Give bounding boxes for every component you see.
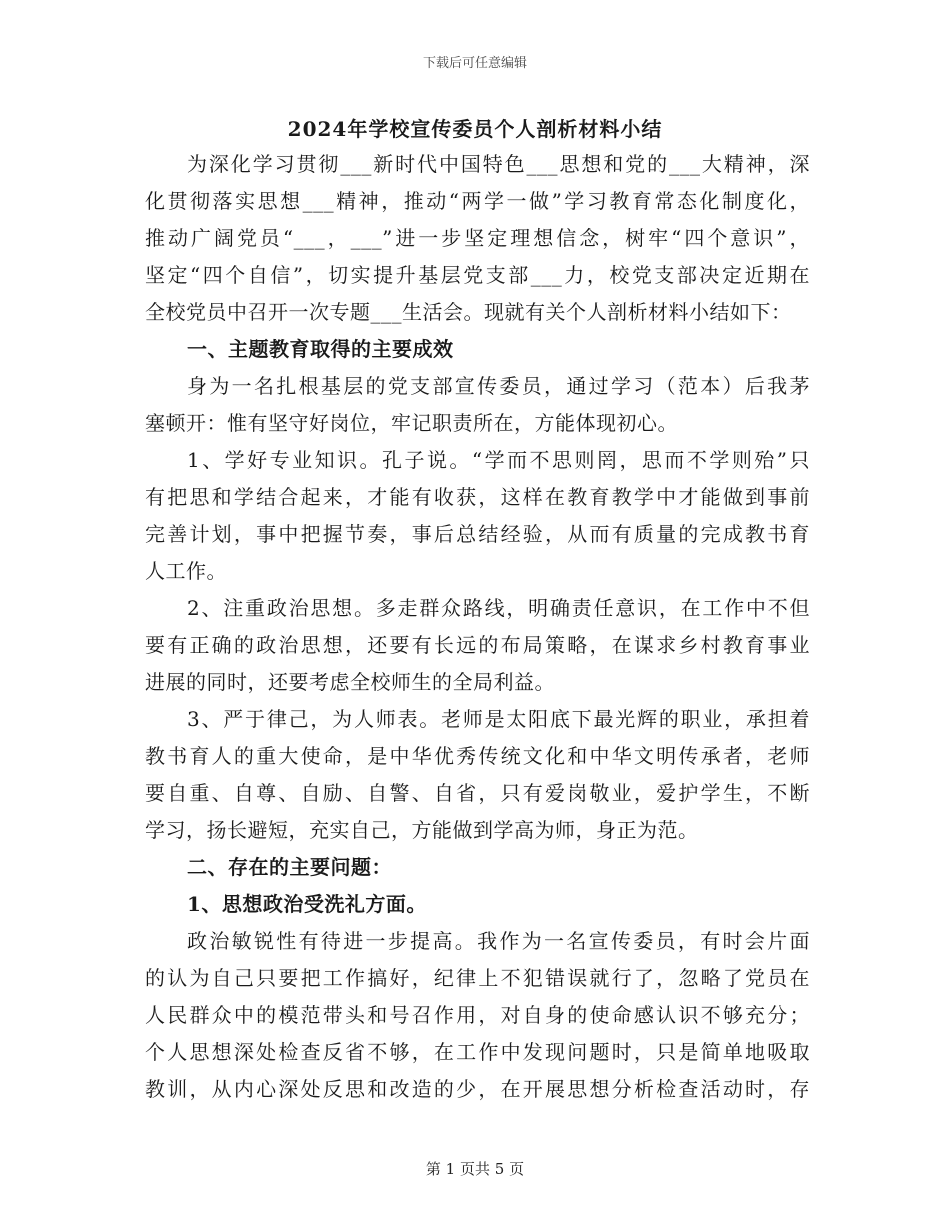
section-heading: 二、存在的主要问题： — [187, 855, 392, 879]
text-line: 身为一名扎根基层的党支部宣传委员，通过学习（范本）后我茅 — [187, 374, 810, 398]
text-line: 推动广阔党员“___，___”进一步坚定理想信念，树牢“四个意识”， — [145, 226, 810, 250]
text-line: 教书育人的重大使命，是中华优秀传统文化和中华文明传承者，老师 — [145, 744, 810, 768]
text-line: 个人思想深处检查反省不够，在工作中发现问题时，只是简单地吸取 — [145, 1040, 810, 1064]
text-line: 1、学好专业知识。孔子说。“学而不思则罔，思而不学则殆”只 — [187, 448, 810, 472]
text-line: 塞顿开：惟有坚守好岗位，牢记职责所在，方能体现初心。 — [145, 411, 678, 435]
text-line: 教训，从内心深处反思和改造的少，在开展思想分析检查活动时，存 — [145, 1077, 810, 1101]
text-line: 3、严于律己，为人师表。老师是太阳底下最光辉的职业，承担着 — [187, 707, 810, 731]
text-line: 坚定“四个自信”，切实提升基层党支部___力，校党支部决定近期在 — [145, 263, 810, 287]
header-note: 下载后可任意编辑 — [422, 56, 527, 71]
text-line: 2、注重政治思想。多走群众路线，明确责任意识，在工作中不但 — [187, 596, 810, 620]
text-line: 全校党员中召开一次专题___生活会。现就有关个人剖析材料小结如下： — [145, 300, 792, 324]
section-heading: 一、主题教育取得的主要成效 — [187, 337, 454, 361]
document-body — [145, 146, 810, 1108]
text-line: 学习，扬长避短，充实自己，方能做到学高为师，身正为范。 — [145, 818, 699, 842]
document-title: 2024年学校宣传委员个人剖析材料小结 — [287, 117, 663, 141]
text-line: 要自重、自尊、自励、自警、自省，只有爱岗敬业，爱护学生，不断 — [145, 781, 810, 805]
text-line: 要有正确的政治思想，还要有长远的布局策略，在谋求乡村教育事业 — [145, 633, 810, 657]
section-heading: 1、思想政治受洗礼方面。 — [187, 892, 427, 916]
text-line: 的认为自己只要把工作搞好，纪律上不犯错误就行了，忽略了党员在 — [145, 966, 810, 990]
text-line: 人民群众中的模范带头和号召作用，对自身的使命感认识不够充分； — [145, 1003, 810, 1027]
text-line: 完善计划，事中把握节奏，事后总结经验，从而有质量的完成教书育 — [145, 522, 810, 546]
text-line: 有把思和学结合起来，才能有收获，这样在教育教学中才能做到事前 — [145, 485, 810, 509]
text-line: 进展的同时，还要考虑全校师生的全局利益。 — [145, 670, 555, 694]
text-line: 政治敏锐性有待进一步提高。我作为一名宣传委员，有时会片面 — [187, 929, 810, 953]
text-line: 人工作。 — [145, 559, 227, 583]
text-line: 化贯彻落实思想___精神，推动“两学一做”学习教育常态化制度化， — [145, 189, 810, 213]
text-line: 为深化学习贯彻___新时代中国特色___思想和党的___大精神，深 — [187, 152, 810, 176]
page-footer: 第 1 页共 5 页 — [425, 1160, 525, 1178]
